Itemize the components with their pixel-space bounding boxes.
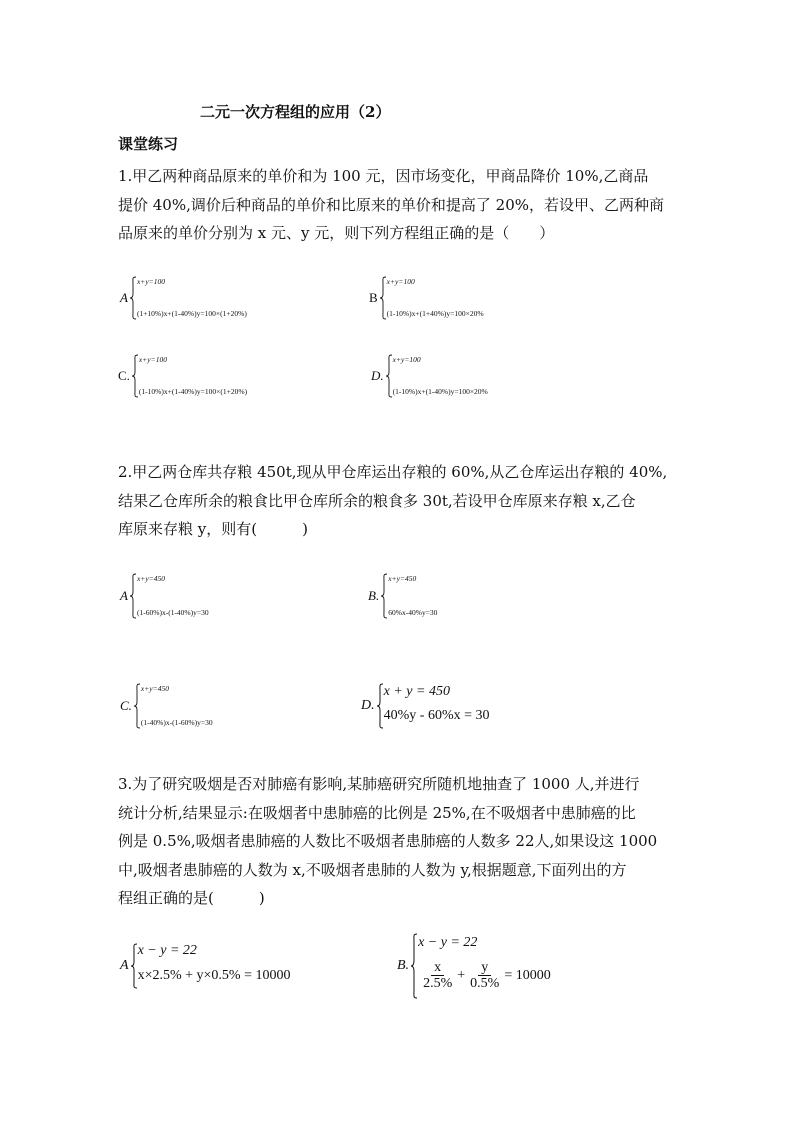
q2-option-a <box>120 573 267 619</box>
equation-2: x×2.5% + y×0.5% = 10000 <box>137 968 291 983</box>
brace-icon <box>376 683 384 729</box>
denominator: 0.5% <box>470 976 500 991</box>
equation-2: (1-10%)x+(1-40%)y=100×20% <box>392 387 488 396</box>
equation-2: (1-40%)x-(1-60%)y=30 <box>140 718 213 727</box>
option-label: A <box>120 290 128 305</box>
option-label: A <box>120 588 128 603</box>
q1-option-b <box>369 276 527 320</box>
equation-1: x − y = 22 <box>137 943 197 958</box>
question-3-text <box>118 770 657 913</box>
equation-1: x+y=450 <box>136 574 165 583</box>
option-label: A <box>120 958 129 973</box>
question-line: 提价 40%,调价后种商品的单价和比原来的单价和提高了 20%，若设甲、乙两种商 <box>118 195 664 214</box>
brace-icon <box>380 573 388 619</box>
equation-1: x+y=450 <box>140 684 169 693</box>
question-2-text <box>118 458 667 544</box>
equation-2: 60%x-40%y=30 <box>388 608 438 617</box>
q2-option-c <box>120 683 271 729</box>
q3-option-b <box>397 933 578 999</box>
option-label: B. <box>368 588 380 603</box>
equation-2: 40%y - 60%x = 30 <box>383 708 490 723</box>
brace-icon <box>410 933 418 999</box>
question-line: 2.甲乙两仓库共存粮 450t,现从甲仓库运出存粮的 60%,从乙仓库运出存粮的 40%, <box>118 463 668 481</box>
option-label: D. <box>361 698 375 713</box>
question-line: 例是 0.5%,吸烟者患肺癌的人数比不吸烟者患肺癌的人数多 22人,如果设这 1000 <box>118 832 658 850</box>
option-label: C. <box>118 368 130 383</box>
question-line: 程组正确的是( ) <box>118 889 265 907</box>
equation-1: x+y=450 <box>388 574 417 583</box>
question-1-text <box>118 162 664 248</box>
right-hand-side: = 10000 <box>504 968 551 983</box>
equation-2: (1-60%)x-(1-40%)y=30 <box>136 608 209 617</box>
brace-icon <box>385 354 393 398</box>
brace-icon <box>379 276 387 320</box>
fraction-x <box>420 960 455 992</box>
option-label: B. <box>397 958 410 973</box>
equation-1: x+y=100 <box>392 355 421 364</box>
page-title: 二元一次方程组的应用（2） <box>200 103 391 121</box>
fraction-y <box>467 960 502 992</box>
brace-icon <box>129 573 137 619</box>
plus-sign: + <box>457 968 466 983</box>
q1-option-d <box>371 354 533 398</box>
question-line: 中,吸烟者患肺癌的人数为 x,不吸烟者患肺的人数为 y,根据题意,下面列出的方 <box>118 860 627 879</box>
option-label: C. <box>120 698 132 713</box>
brace-icon <box>131 354 139 398</box>
numerator: y <box>478 960 491 976</box>
equation-1: x − y = 22 <box>418 935 478 950</box>
equation-2 <box>418 960 551 992</box>
question-line: 品原来的单价分别为 x 元、y 元，则下列方程组正确的是（ ） <box>118 224 555 242</box>
q1-option-c <box>118 354 289 398</box>
section-heading: 课堂练习 <box>118 135 179 153</box>
question-line: 3.为了研究吸烟是否对肺癌有影响,某肺癌研究所随机地抽查了 1000 人,并进行 <box>118 775 640 793</box>
equation-1: x+y=100 <box>136 277 165 286</box>
equation-2: (1+10%)x+(1-40%)y=100×(1+20%) <box>136 309 247 318</box>
equation-2: (1-10%)x+(1+40%)y=100×20% <box>386 309 484 318</box>
equation-1: x+y=100 <box>386 277 415 286</box>
equation-1: x+y=100 <box>138 355 167 364</box>
brace-icon <box>129 276 137 320</box>
q2-option-b <box>368 573 488 619</box>
q3-option-a <box>120 943 328 989</box>
option-label: B <box>369 290 378 305</box>
question-line: 统计分析,结果显示:在吸烟者中患肺癌的比例是 25%,在不吸烟者中患肺癌的比 <box>118 803 636 822</box>
denominator: 2.5% <box>423 976 453 991</box>
option-label: D. <box>371 368 384 383</box>
q2-option-d <box>361 683 519 729</box>
brace-icon <box>130 943 138 989</box>
question-line: 库原来存粮 y，则有( ) <box>118 520 308 538</box>
equation-2: (1-10%)x+(1-40%)y=100×(1+20%) <box>138 387 248 396</box>
question-line: 结果乙仓库所余的粮食比甲仓库所余的粮食多 30t,若设甲仓库原来存粮 x,乙仓 <box>118 491 636 510</box>
q1-option-a <box>120 276 287 320</box>
numerator: x <box>431 960 444 976</box>
brace-icon <box>133 683 141 729</box>
question-line: 1.甲乙两种商品原来的单价和为 100 元，因市场变化，甲商品降价 10%,乙商品 <box>118 167 649 185</box>
equation-1: x + y = 450 <box>383 684 450 699</box>
